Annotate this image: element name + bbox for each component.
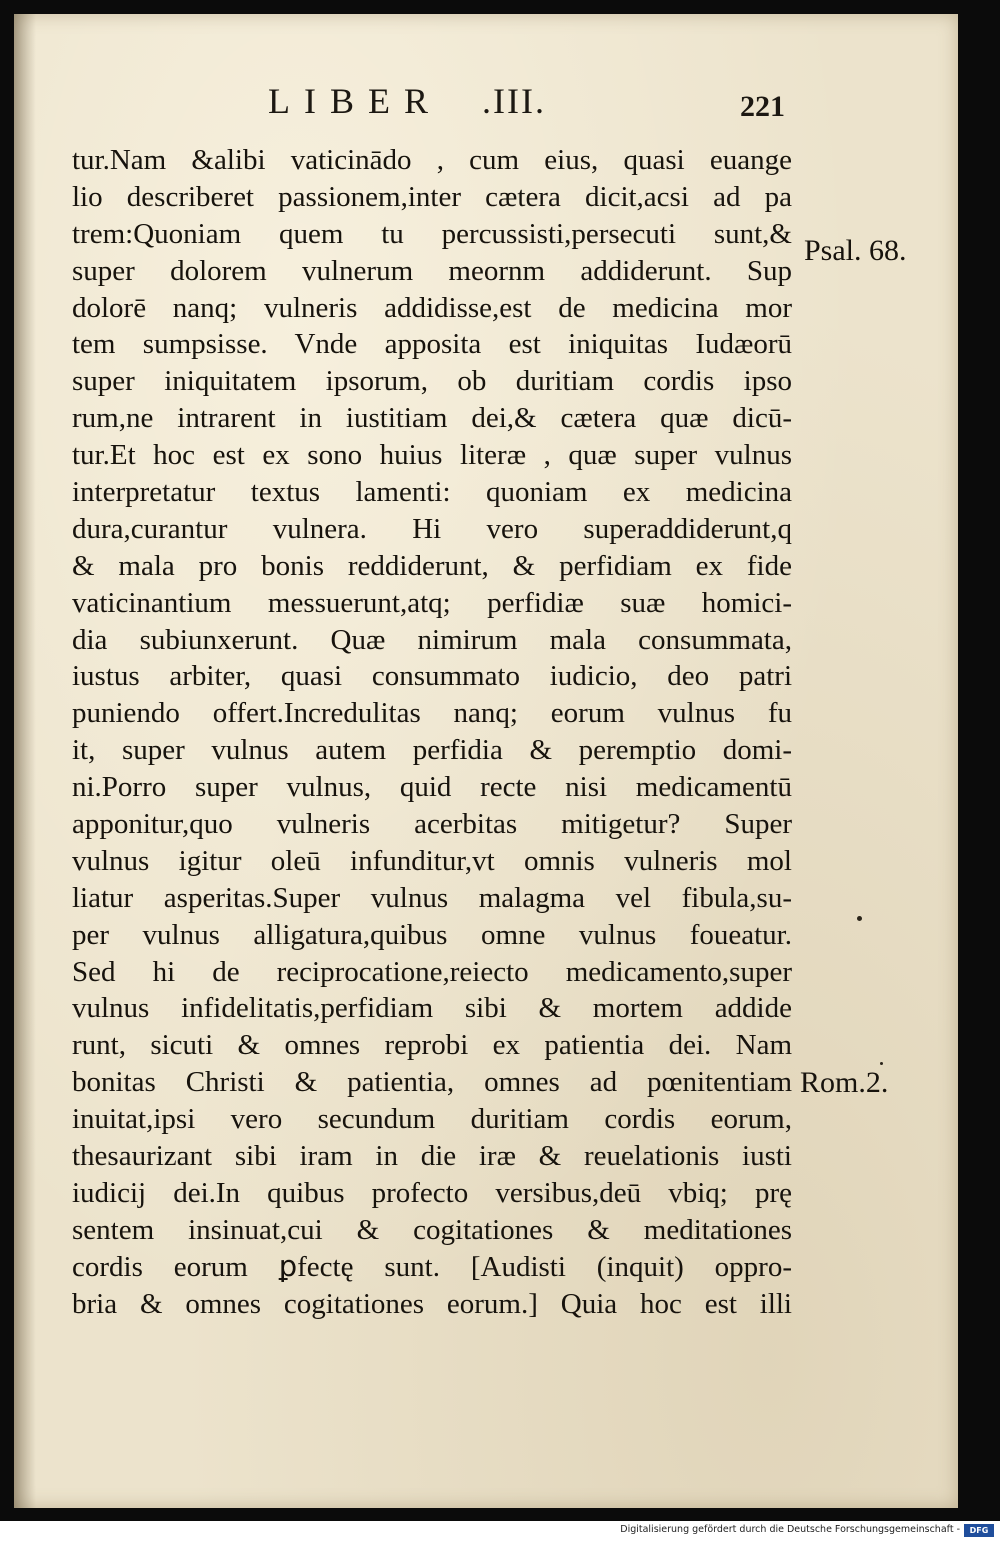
ink-speck <box>880 1062 883 1065</box>
text-line: runt, sicuti & omnes reprobi ex patientia dei. Nam <box>72 1029 792 1062</box>
text-line: tem sumpsisse. Vnde apposita est iniquitas Iudæorū <box>72 328 792 361</box>
text-line: puniendo offert.Incredulitas nanq; eorum vulnus fu <box>72 697 792 730</box>
gutter-shadow <box>14 14 36 1508</box>
text-line: iudicij dei.In quibus profecto versibus,deū vbiq; prę <box>72 1176 792 1209</box>
dfg-logo: DFG <box>964 1524 994 1537</box>
text-line: bonitas Christi & patientia, omnes ad pœnitentiam <box>72 1066 792 1099</box>
text-line: super iniquitatem ipsorum, ob duritiam cordis ipso <box>72 365 792 398</box>
text-line: dia subiunxerunt. Quæ nimirum mala consummata, <box>72 623 792 656</box>
margin-note-romans: Rom.2. <box>800 1066 889 1099</box>
margin-note-psalm: Psal. 68. <box>804 234 907 267</box>
text-line: trem:Quoniam quem tu percussisti,persecuti sunt,& <box>72 217 792 250</box>
text-line: rum,ne intrarent in iustitiam dei,& cætera quæ dicū- <box>72 402 792 435</box>
running-head <box>268 80 546 122</box>
text-line: iustus arbiter, quasi consummato iudicio, deo patri <box>72 660 792 693</box>
text-line: interpretatur textus lamenti: quoniam ex medicina <box>72 476 792 509</box>
text-line: per vulnus alligatura,quibus omne vulnus foueatur. <box>72 918 792 951</box>
funding-credit: Digitalisierung gefördert durch die Deutsche Forschungsgemeinschaft - <box>620 1524 960 1535</box>
text-line: sentem insinuat,cui & cogitationes & meditationes <box>72 1213 792 1246</box>
text-line: dolorē nanq; vulneris addidisse,est de medicina mor <box>72 291 792 324</box>
text-line: vulnus infidelitatis,perfidiam sibi & mortem addide <box>72 992 792 1025</box>
page-number: 221 <box>740 90 785 123</box>
text-line: dura,curantur vulnera. Hi vero superaddiderunt,q <box>72 512 792 545</box>
text-line: cordis eorum ꝑfectę sunt. [Audisti (inquit) oppro- <box>72 1250 792 1283</box>
text-line: Sed hi de reciprocatione,reiecto medicamento,super <box>72 955 792 988</box>
text-line: it, super vulnus autem perfidia & peremptio domi- <box>72 734 792 767</box>
text-line: tur.Et hoc est ex sono huius literæ , quæ super vulnus <box>72 439 792 472</box>
text-line: inuitat,ipsi vero secundum duritiam cordis eorum, <box>72 1103 792 1136</box>
text-line: super dolorem vulnerum meornm addiderunt. Sup <box>72 254 792 287</box>
text-line: vulnus igitur oleū infunditur,vt omnis vulneris mol <box>72 844 792 877</box>
text-line: bria & omnes cogitationes eorum.] Quia hoc est illi <box>72 1287 792 1320</box>
text-line: thesaurizant sibi iram in die iræ & reuelationis iusti <box>72 1140 792 1173</box>
running-head-title: LIBER <box>268 81 442 121</box>
ink-speck <box>857 916 862 921</box>
text-line: lio describeret passionem,inter cætera dicit,acsi ad pa <box>72 180 792 213</box>
body-text <box>72 142 792 1323</box>
running-head-book-number: .III. <box>482 81 546 121</box>
text-line: liatur asperitas.Super vulnus malagma vel fibula,su- <box>72 881 792 914</box>
text-line: tur.Nam &alibi vaticinādo , cum eius, quasi euange <box>72 144 792 176</box>
text-line: & mala pro bonis reddiderunt, & perfidiam ex fide <box>72 549 792 582</box>
text-line: ni.Porro super vulnus, quid recte nisi medicamentū <box>72 771 792 804</box>
text-line: vaticinantium messuerunt,atq; perfidiæ suæ homici- <box>72 586 792 619</box>
text-line: apponitur,quo vulneris acerbitas mitigetur? Super <box>72 808 792 841</box>
